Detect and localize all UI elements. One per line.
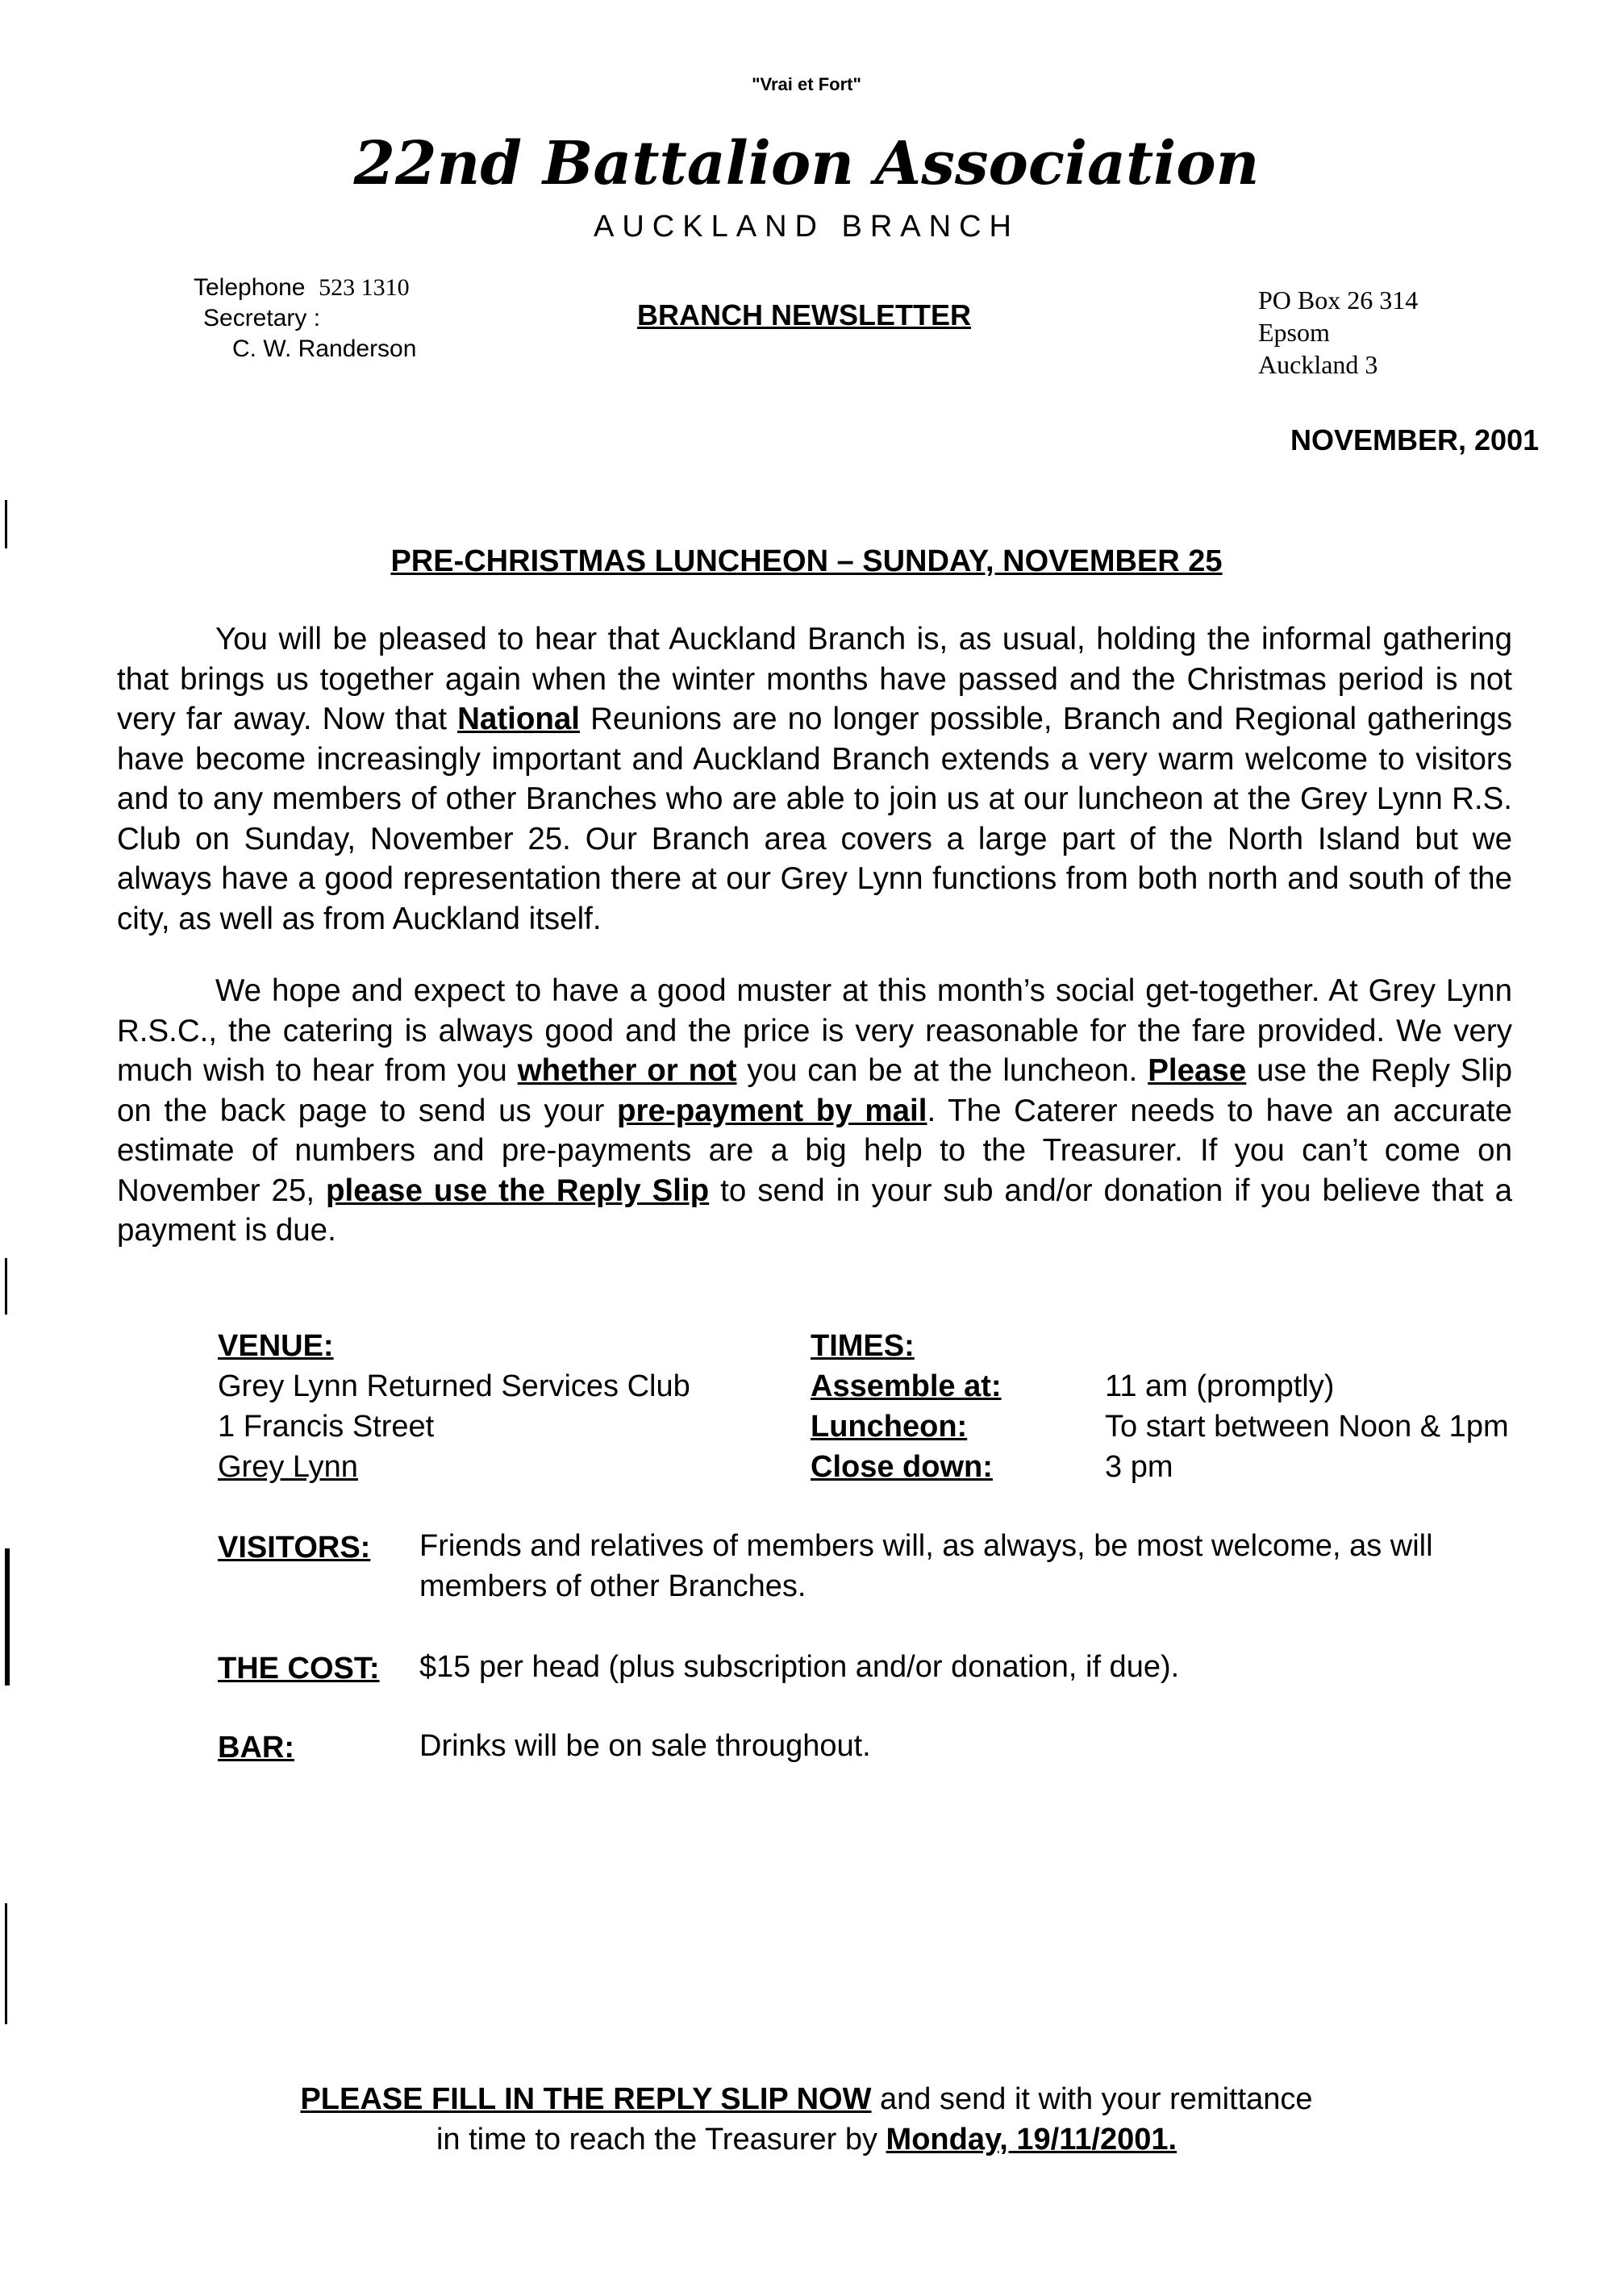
newsletter-label: BRANCH NEWSLETTER bbox=[637, 298, 971, 331]
visitors-text: Friends and relatives of members will, as always, be most welcome, as will members of other Branches. bbox=[419, 1529, 1433, 1603]
venue-label: VENUE: bbox=[218, 1329, 334, 1363]
emphasis-prepayment: pre-payment by mail bbox=[617, 1093, 927, 1128]
text-run: Reunions are no longer possible, Branch and Regional gatherings have become increasingly important and Auckland Branch extends a very warm welcome to visitors and to any members of other Branches who are able to join us at our luncheon at the Grey Lynn R.S. Club on Sunday, November 25. Our Branch area covers a large part of the North Island but we always have a good representation there at our Grey Lynn functions from both north and south of the city, as well as from Auckland itself. bbox=[117, 702, 1513, 936]
venue-line: Grey Lynn bbox=[218, 1450, 358, 1484]
fill-in-emphasis: PLEASE FILL IN THE REPLY SLIP NOW bbox=[300, 2082, 872, 2116]
text-run: in time to reach the Treasurer by bbox=[436, 2123, 886, 2156]
text-run: You will be pleased to hear that Auckland Branch is, as usual, holding the informal gathering that brings us together again when the winter months have passed and the Christmas period is not very far away. Now that bbox=[117, 622, 1512, 736]
secretary-name: C. W. Randerson bbox=[232, 335, 417, 362]
emphasis-please: Please bbox=[1148, 1053, 1247, 1088]
scan-edge-mark bbox=[5, 1548, 10, 1686]
text-run: We hope and expect to have a good muster at this month’s social get-together. At Grey Lynn R.S.C., the catering is always good and the price is very reasonable for the fare provided. We very much wish to hear from you bbox=[117, 973, 1512, 1088]
times-label: TIMES: bbox=[811, 1329, 915, 1363]
emphasis-national: National bbox=[457, 702, 581, 736]
time-label: Assemble at: bbox=[811, 1369, 1002, 1403]
time-value: 3 pm bbox=[1105, 1450, 1173, 1484]
article-heading: PRE-CHRISTMAS LUNCHEON – SUNDAY, NOVEMBER 25 bbox=[390, 544, 1223, 578]
time-value: 11 am (promptly) bbox=[1105, 1369, 1335, 1403]
scan-edge-mark bbox=[5, 500, 7, 548]
cost-label: THE COST: bbox=[218, 1652, 380, 1686]
text-run: and send it with your remittance bbox=[871, 2082, 1313, 2116]
scan-edge-mark bbox=[5, 1258, 7, 1315]
secretary-label: Secretary : bbox=[203, 305, 321, 331]
paragraph-1 bbox=[117, 619, 1512, 939]
newsletter-date: NOVEMBER, 2001 bbox=[1290, 423, 1540, 456]
venue-line: 1 Francis Street bbox=[218, 1410, 435, 1444]
reply-slip-notice bbox=[0, 2079, 1613, 2160]
motto: "Vrai et Fort" bbox=[752, 74, 861, 94]
time-label: Luncheon: bbox=[811, 1410, 968, 1444]
paragraph-2 bbox=[117, 971, 1512, 1251]
address-line: Auckland 3 bbox=[1258, 350, 1378, 379]
address-line: PO Box 26 314 bbox=[1258, 285, 1419, 315]
text-run: to send in your sub and/or donation if you believe that a payment is due. bbox=[117, 1173, 1512, 1248]
postal-address bbox=[1258, 284, 1418, 381]
deadline-date: Monday, 19/11/2001. bbox=[886, 2123, 1177, 2156]
organization-title: 22nd Battalion Association bbox=[353, 129, 1260, 198]
telephone-label: Telephone bbox=[194, 274, 306, 301]
emphasis-reply-slip: please use the Reply Slip bbox=[326, 1173, 710, 1208]
bar-text: Drinks will be on sale throughout. bbox=[419, 1729, 871, 1763]
time-label: Close down: bbox=[811, 1450, 993, 1484]
venue-line: Grey Lynn Returned Services Club bbox=[218, 1369, 690, 1403]
visitors-label: VISITORS: bbox=[218, 1531, 371, 1565]
scan-edge-mark bbox=[5, 1903, 7, 2024]
telephone-number: 523 1310 bbox=[319, 274, 410, 301]
emphasis-whether-or-not: whether or not bbox=[517, 1053, 737, 1088]
contact-block bbox=[194, 273, 416, 365]
text-run: . The Caterer needs to have an accurate estimate of numbers and pre-payments are a big help to the Treasurer. If you can’t come on November 25, bbox=[117, 1093, 1513, 1208]
text-run: use the Reply Slip on the back page to send us your bbox=[117, 1053, 1512, 1128]
text-run: you can be at the luncheon. bbox=[736, 1053, 1148, 1088]
bar-label: BAR: bbox=[218, 1731, 294, 1765]
time-value: To start between Noon & 1pm bbox=[1105, 1410, 1509, 1444]
organization-branch: AUCKLAND BRANCH bbox=[594, 210, 1019, 244]
cost-text: $15 per head (plus subscription and/or donation, if due). bbox=[419, 1650, 1180, 1684]
address-line: Epsom bbox=[1258, 318, 1330, 347]
